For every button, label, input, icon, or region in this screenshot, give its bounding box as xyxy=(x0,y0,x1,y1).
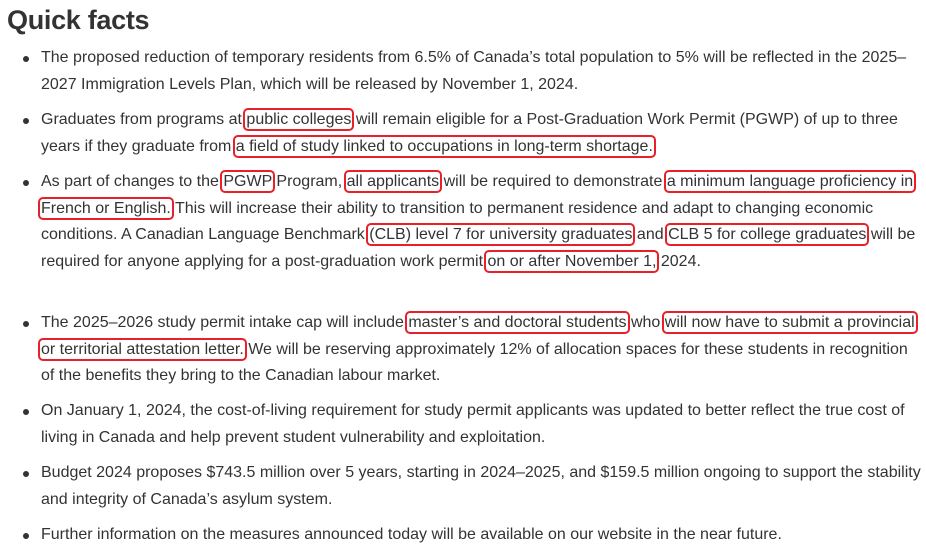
text-segment: As part of changes to the xyxy=(41,173,224,190)
text-segment: On January 1, 2024, the cost-of-living requirement for study permit applicants was updated to better reflect the true cost of living in Canada and help prevent student vulnerability and exploitation. xyxy=(41,402,905,446)
text-segment: Program, xyxy=(271,173,347,190)
list-item-text xyxy=(41,460,921,513)
text-segment: and xyxy=(632,226,669,243)
list-item-text xyxy=(41,522,921,549)
highlighted-phrase: a minimum language proficiency in French or English. xyxy=(41,173,914,217)
text-segment: The 2025–2026 study permit intake cap will include xyxy=(41,314,409,331)
highlighted-phrase: on or after November 1, xyxy=(487,252,657,270)
text-segment: Further information on the measures announced today will be available on our website in the near future. xyxy=(41,526,782,543)
text-segment: will remain eligible for a Post-Graduation Work Permit (PGWP) of up to three years if they graduate from xyxy=(41,111,898,155)
text-segment: Budget 2024 proposes $743.5 million over 5 years, starting in 2024–2025, and $159.5 million ongoing to support the stability and integrity of Canada’s asylum system. xyxy=(41,464,921,508)
section-title: Quick facts xyxy=(7,5,150,35)
text-segment: This will increase their ability to transition to permanent residence and adapt to changing economic conditions. A Canadian Language Benchmark xyxy=(41,199,874,243)
list-item-text xyxy=(41,310,921,390)
text-segment: will be required to demonstrate xyxy=(439,173,667,190)
highlighted-phrase: PGWP xyxy=(223,173,272,190)
text-segment: 2024. xyxy=(656,252,701,270)
text-segment: Graduates from programs at xyxy=(41,111,247,128)
list-item-text xyxy=(41,398,921,451)
text-segment: who xyxy=(626,314,665,331)
highlighted-phrase: (CLB) level 7 for university graduates xyxy=(369,226,633,243)
list-item-text xyxy=(41,107,921,160)
bullet xyxy=(23,533,29,539)
list-item-text xyxy=(41,45,921,98)
bullet xyxy=(23,471,29,477)
bullet xyxy=(23,118,29,124)
list-item-text xyxy=(41,169,921,275)
text-segment: The proposed reduction of temporary residents from 6.5% of Canada’s total population to 5% will be reflected in the 2025–2027 Immigration Levels Plan, which will be released by November 1, 2024. xyxy=(41,49,907,93)
highlighted-phrase: a field of study linked to occupations in long-term shortage. xyxy=(235,137,653,155)
text-segment: will be required for anyone applying for a post-graduation work permit xyxy=(41,226,916,270)
highlighted-phrase: public colleges xyxy=(246,111,352,128)
highlighted-phrase: all applicants xyxy=(346,173,440,190)
bullet xyxy=(23,180,29,186)
bullet xyxy=(23,56,29,62)
text-segment: We will be reserving approximately 12% of allocation spaces for these students in recognition of the benefits they bring to the Canadian labour market. xyxy=(41,340,908,384)
bullet xyxy=(23,409,29,415)
highlighted-phrase: will now have to submit a provincial or territorial attestation letter. xyxy=(41,314,915,358)
highlighted-phrase: CLB 5 for college graduates xyxy=(668,226,867,243)
highlighted-phrase: master’s and doctoral students xyxy=(408,314,627,331)
bullet xyxy=(23,321,29,327)
